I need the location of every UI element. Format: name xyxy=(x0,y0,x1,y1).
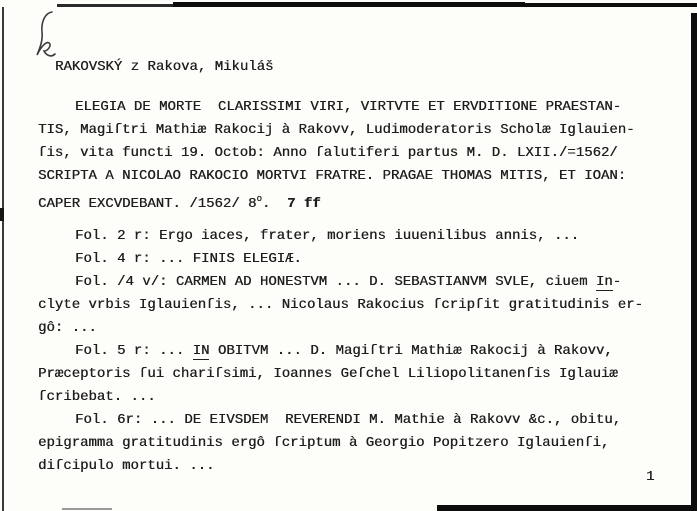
text-line: TIS, Magiſtri Mathiæ Rakocij à Rakovv, Ludimoderatoris Scholæ Iglauien- xyxy=(38,122,635,138)
text-line: gô: ... xyxy=(38,320,97,336)
text-line: Fol. 2 r: Ergo iaces, frater, moriens iuuenilibus annis, ... xyxy=(75,228,580,244)
text-line: Fol. /4 v/: CARMEN AD HONESTVM ... D. SEBASTIANVM SVLE, ciuem In- xyxy=(75,274,622,290)
scan-edge-right xyxy=(691,13,697,511)
text-line: ſcribebat. ... xyxy=(38,389,156,405)
text-line: Fol. 5 r: ... IN OBITVM ... D. Magiſtri Mathiæ Rakocij à Rakovv, xyxy=(75,343,613,359)
text-line: ELEGIA DE MORTE CLARISSIMI VIRI, VIRTVTE ET ERVDITIONE PRAESTAN- xyxy=(75,99,622,115)
text-line: Præceptoris ſui chariſsimi, Ioannes Geſchel Liliopolitanenſis Iglauiæ xyxy=(38,366,618,382)
text-line: epigramma gratitudinis ergô ſcriptum à Georgio Popitzero Iglauienſi, xyxy=(38,435,610,451)
scan-edge-top xyxy=(173,2,525,7)
page-number: 1 xyxy=(646,469,655,485)
page-title: RAKOVSKÝ z Rakova, Mikuláš xyxy=(55,59,274,75)
scan-edge-bottom xyxy=(437,505,697,511)
document-body xyxy=(38,96,643,478)
text-line: ſis, vita functi 19. Octob: Anno ſalutiferi partus M. D. LXII./=1562/ xyxy=(38,145,618,161)
scan-edge-left xyxy=(0,208,4,221)
scan-edge-left xyxy=(2,7,4,511)
scan-edge-bottom xyxy=(62,508,112,510)
text-line: Fol. 4 r: ... FINIS ELEGIÆ. xyxy=(75,251,302,267)
text-line: diſcipulo mortui. ... xyxy=(38,458,215,474)
text-line: clyte vrbis Iglauienſis, ... Nicolaus Rakocius ſcripſit gratitudinis er- xyxy=(38,297,643,313)
text-line: CAPER EXCVDEBANT. /1562/ 8$^o$. 7 ff xyxy=(38,194,321,212)
text-line: Fol. 6r: ... DE EIVSDEM REVERENDI M. Mathie à Rakovv &c., obitu, xyxy=(75,412,622,428)
text-line: SCRIPTA A NICOLAO RAKOCIO MORTVI FRATRE. PRAGAE THOMAS MITIS, ET IOAN: xyxy=(38,168,627,184)
scan-edge-top xyxy=(520,3,697,7)
scan-edge-top xyxy=(57,4,173,7)
